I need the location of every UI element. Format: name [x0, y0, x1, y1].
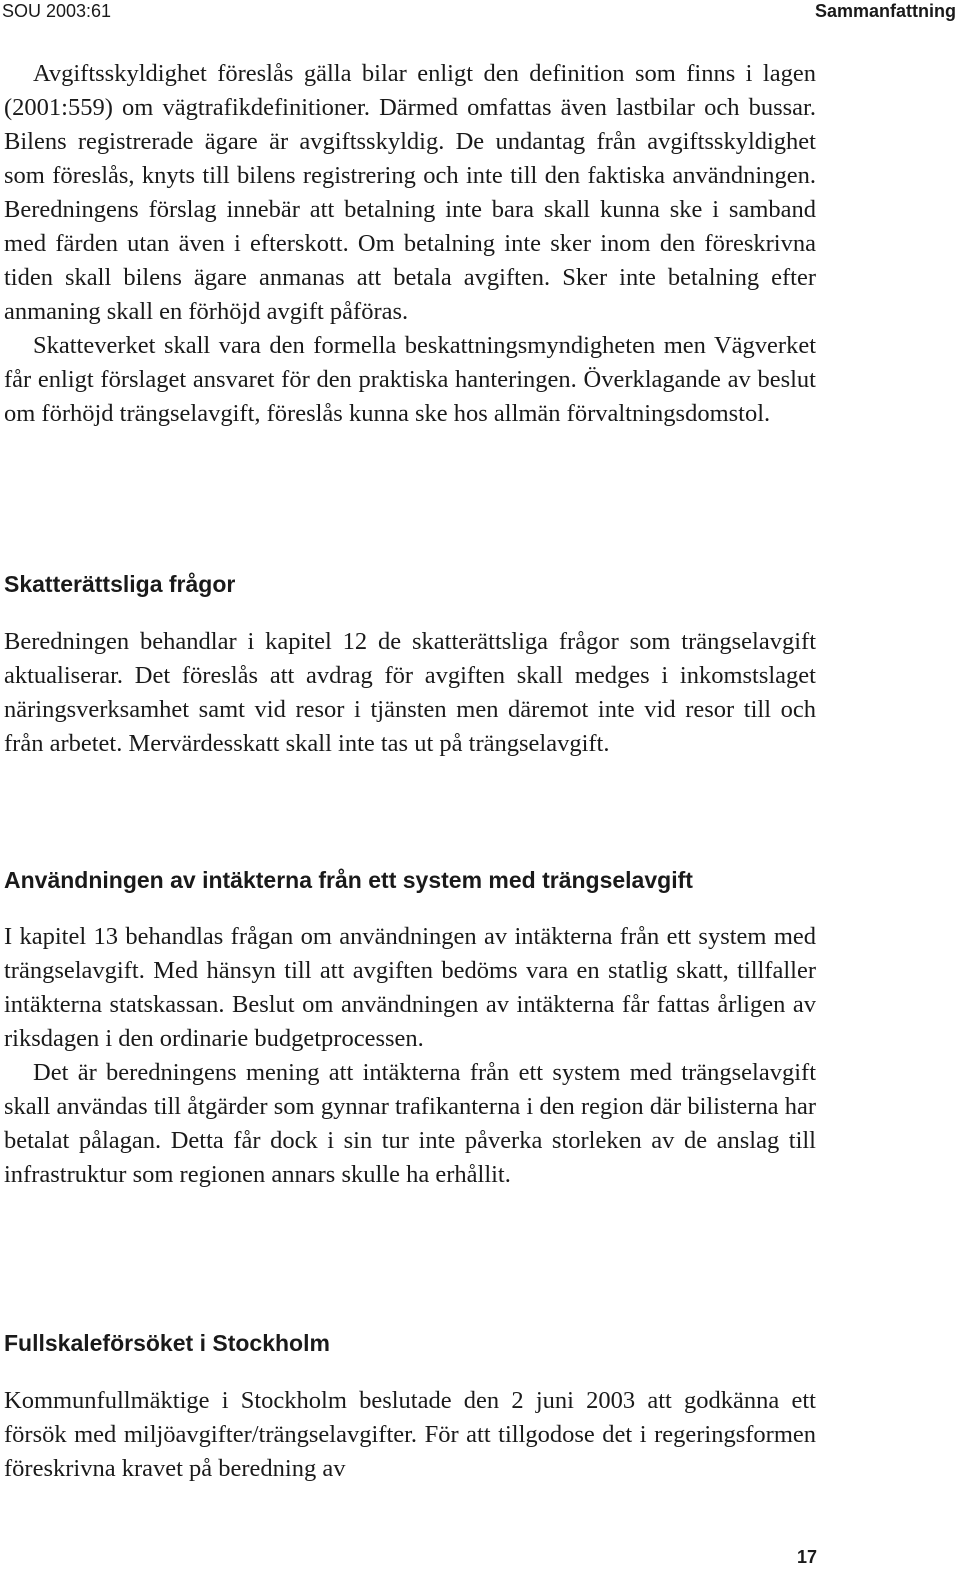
section-heading: Skatterättsliga frågor	[4, 571, 236, 597]
paragraph: Skatteverket skall vara den formella beskattningsmyndigheten men Vägverket får enligt förslaget ansvaret för den praktiska hanteringen. Överklagande av beslut om förhöjd trängselavgift, föreslås kunna ske hos allmän förvaltningsdomstol.	[4, 332, 816, 427]
section-heading: Fullskaleförsöket i Stockholm	[4, 1330, 330, 1356]
paragraph: I kapitel 13 behandlas frågan om användningen av intäkterna från ett system med trängselavgift. Med hänsyn till att avgiften bedöms vara en statlig skatt, tillfaller intäkterna statskassan. Beslut om användningen av intäkterna får fattas årligen av riksdagen i den ordinarie budgetprocessen.	[4, 923, 816, 1052]
running-header	[0, 0, 960, 24]
paragraph: Kommunfullmäktige i Stockholm beslutade den 2 juni 2003 att godkänna ett försök med miljöavgifter/trängselavgifter. För att tillgodose det i regeringsformen föreskrivna kravet på beredning av	[4, 1387, 816, 1482]
tax-section	[4, 625, 816, 761]
paragraph: Avgiftsskyldighet föreslås gälla bilar enligt den definition som finns i lagen (2001:559) om vägtrafikdefinitioner. Därmed omfattas även lastbilar och bussar. Bilens registrerade ägare är avgiftsskyldig. De undantag från avgiftsskyldighet som föreslås, knyts till bilens registrering och inte till den faktiska användningen. Beredningens förslag innebär att betalning inte bara skall kunna ske i samband med färden utan även i efterskott. Om betalning inte sker inom den föreskrivna tiden skall bilens ägare anmanas att betala avgiften. Sker inte betalning efter anmaning skall en förhöjd avgift påföras.	[4, 60, 816, 325]
trial-section	[4, 1384, 816, 1486]
paragraph: Det är beredningens mening att intäkterna från ett system med trängselavgift skall användas till åtgärder som gynnar trafikanterna i den region där bilisterna har betalat pålagan. Detta får dock i sin tur inte påverka storleken av de anslag till infrastruktur som regionen annars skulle ha erhållit.	[4, 1059, 816, 1188]
page-number: 17	[796, 1547, 817, 1567]
section-heading: Användningen av intäkterna från ett system med trängselavgift	[4, 867, 693, 893]
revenue-section	[4, 920, 816, 1192]
document-reference: SOU 2003:61	[2, 1, 112, 21]
paragraph: Beredningen behandlar i kapitel 12 de skatterättsliga frågor som trängselavgift aktualiserar. Det föreslås att avdrag för avgiften skall medges i inkomstslaget näringsverksamhet samt vid resor i tjänsten men däremot inte vid resor till och från arbetet. Mervärdesskatt skall inte tas ut på trängselavgift.	[4, 628, 816, 757]
intro-section	[4, 57, 816, 431]
chapter-title: Sammanfattning	[814, 1, 956, 21]
